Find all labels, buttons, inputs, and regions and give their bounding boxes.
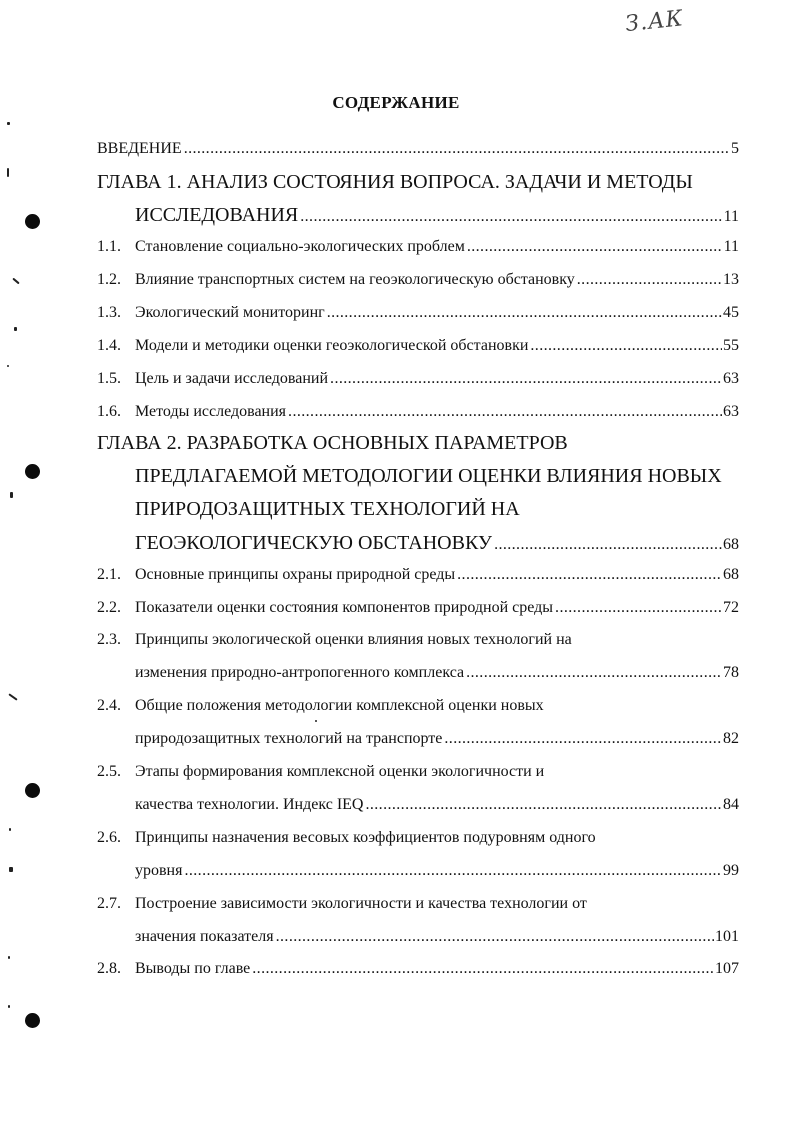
toc-section-number: 2.8.: [97, 960, 121, 977]
toc-section-title: Принципы экологической оценки влияния новых технологий на: [135, 631, 572, 648]
toc-section-2-8[interactable]: [97, 960, 739, 986]
toc-section-title: Этапы формирования комплексной оценки экологичности и: [135, 763, 545, 780]
toc-section-2-5-line-2[interactable]: [135, 796, 739, 822]
dot-leader: [467, 238, 723, 256]
toc-section-number: 2.1.: [97, 566, 121, 583]
toc-page-number: 68: [723, 566, 739, 583]
toc-section-title: Экологический мониторинг: [135, 304, 325, 321]
toc-section-title: уровня: [135, 862, 183, 879]
toc-section-title: Общие положения методологии комплексной оценки новых: [135, 697, 544, 714]
toc-page-number: 5: [731, 140, 739, 157]
toc-section-title: изменения природно-антропогенного комплекса: [135, 664, 465, 681]
toc-section-2-3-line-1[interactable]: [97, 631, 739, 657]
toc-section-1-1[interactable]: [97, 238, 739, 264]
toc-page-number: 107: [715, 960, 739, 977]
toc-page-number: 63: [723, 403, 739, 420]
toc-page-number: 68: [723, 536, 739, 553]
toc-section-title: природозащитных технологий на транспорте: [135, 730, 443, 747]
toc-chapter-title: ИССЛЕДОВАНИЯ: [135, 204, 299, 226]
toc-section-title: качества технологии. Индекс IEQ: [135, 796, 364, 813]
toc-page-number: 84: [723, 796, 739, 813]
toc-section-1-2[interactable]: [97, 271, 739, 297]
toc-section-2-7-line-2[interactable]: [135, 928, 739, 954]
toc-page-number: 72: [723, 599, 739, 616]
dot-leader: [276, 928, 714, 946]
toc-page-number: 55: [723, 337, 739, 354]
toc-section-title: Модели и методики оценки геоэкологической обстановки: [135, 337, 529, 354]
toc-section-2-3-line-2[interactable]: [135, 664, 739, 690]
toc-chapter-title: ПРЕДЛАГАЕМОЙ МЕТОДОЛОГИИ ОЦЕНКИ ВЛИЯНИЯ НОВЫХ: [135, 465, 722, 487]
dot-leader: [184, 140, 730, 158]
toc-section-2-4-line-1[interactable]: [97, 697, 739, 723]
toc-section-number: 1.6.: [97, 403, 121, 420]
dot-leader: [457, 566, 722, 584]
toc-chapter-title: ГЕОЭКОЛОГИЧЕСКУЮ ОБСТАНОВКУ: [135, 532, 493, 554]
toc-section-number: 1.1.: [97, 238, 121, 255]
dot-leader: [330, 370, 722, 388]
toc-page-number: 45: [723, 304, 739, 321]
toc-page-number: 63: [723, 370, 739, 387]
dot-leader: [555, 599, 722, 617]
toc-chapter-title: ГЛАВА 1. АНАЛИЗ СОСТОЯНИЯ ВОПРОСА. ЗАДАЧИ И МЕТОДЫ: [97, 171, 693, 193]
dot-leader: [577, 271, 722, 289]
toc-section-title: значения показателя: [135, 928, 274, 945]
dot-leader: [466, 664, 722, 682]
toc-section-number: 2.4.: [97, 697, 121, 714]
toc-section-number: 1.4.: [97, 337, 121, 354]
toc-section-title: Влияние транспортных систем на геоэкологическую обстановку: [135, 271, 575, 288]
toc-page-number: 11: [723, 238, 739, 255]
page-title: СОДЕРЖАНИЕ: [332, 93, 460, 112]
toc-section-number: 1.2.: [97, 271, 121, 288]
toc-page-number: 82: [723, 730, 739, 747]
dot-leader: [300, 208, 722, 226]
toc-section-2-6-line-1[interactable]: [97, 829, 739, 855]
toc-section-2-1[interactable]: [97, 566, 739, 592]
toc-section-2-7-line-1[interactable]: [97, 895, 739, 921]
toc-entry-title: ВВЕДЕНИЕ: [97, 140, 182, 157]
toc-section-2-2[interactable]: [97, 599, 739, 625]
handwritten-note: З.АК: [624, 6, 685, 38]
toc-chapter-1-line-2[interactable]: [135, 204, 739, 230]
toc-section-title: Выводы по главе: [135, 960, 251, 977]
toc-page-number: 101: [715, 928, 739, 945]
toc-page-number: 13: [723, 271, 739, 288]
toc-page-number: 78: [723, 664, 739, 681]
toc-section-1-3[interactable]: [97, 304, 739, 330]
toc-section-number: 2.6.: [97, 829, 121, 846]
toc-chapter-2-line-3[interactable]: [135, 498, 739, 524]
toc-section-title: Становление социально-экологических проблем: [135, 238, 465, 255]
toc-chapter-title: ГЛАВА 2. РАЗРАБОТКА ОСНОВНЫХ ПАРАМЕТРОВ: [97, 432, 568, 454]
toc-chapter-2-line-4[interactable]: [135, 532, 739, 558]
dot-leader: [530, 337, 722, 355]
toc-entry-introduction[interactable]: [97, 140, 739, 166]
toc-page-number: 11: [723, 208, 739, 225]
toc-section-1-6[interactable]: [97, 403, 739, 429]
toc-section-title: Методы исследования: [135, 403, 287, 420]
dot-leader: [365, 796, 722, 814]
toc-section-number: 2.5.: [97, 763, 121, 780]
toc-section-2-5-line-1[interactable]: [97, 763, 739, 789]
toc-chapter-2-line-1[interactable]: [97, 432, 739, 458]
toc-section-number: 1.3.: [97, 304, 121, 321]
toc-section-title: Принципы назначения весовых коэффициентов подуровням одного: [135, 829, 596, 846]
dot-leader: [252, 960, 714, 978]
toc-page-number: 99: [723, 862, 739, 879]
toc-chapter-title: ПРИРОДОЗАЩИТНЫХ ТЕХНОЛОГИЙ НА: [135, 498, 520, 520]
toc-section-1-4[interactable]: [97, 337, 739, 363]
dot-leader: [494, 536, 722, 554]
toc-section-title: Построение зависимости экологичности и качества технологии от: [135, 895, 587, 912]
toc-chapter-1-line-1[interactable]: [97, 171, 739, 197]
dot-leader: [327, 304, 722, 322]
toc-section-number: 1.5.: [97, 370, 121, 387]
toc-section-number: 2.3.: [97, 631, 121, 648]
dot-leader: [444, 730, 722, 748]
toc-section-number: 2.7.: [97, 895, 121, 912]
toc-section-title: Показатели оценки состояния компонентов природной среды: [135, 599, 554, 616]
toc-section-number: 2.2.: [97, 599, 121, 616]
toc-section-title: Основные принципы охраны природной среды: [135, 566, 456, 583]
dot-leader: [184, 862, 722, 880]
toc-section-2-4-line-2[interactable]: [135, 730, 739, 756]
toc-section-1-5[interactable]: [97, 370, 739, 396]
toc-chapter-2-line-2[interactable]: [135, 465, 739, 491]
dot-leader: [288, 403, 722, 421]
toc-section-title: Цель и задачи исследований: [135, 370, 329, 387]
toc-section-2-6-line-2[interactable]: [135, 862, 739, 888]
